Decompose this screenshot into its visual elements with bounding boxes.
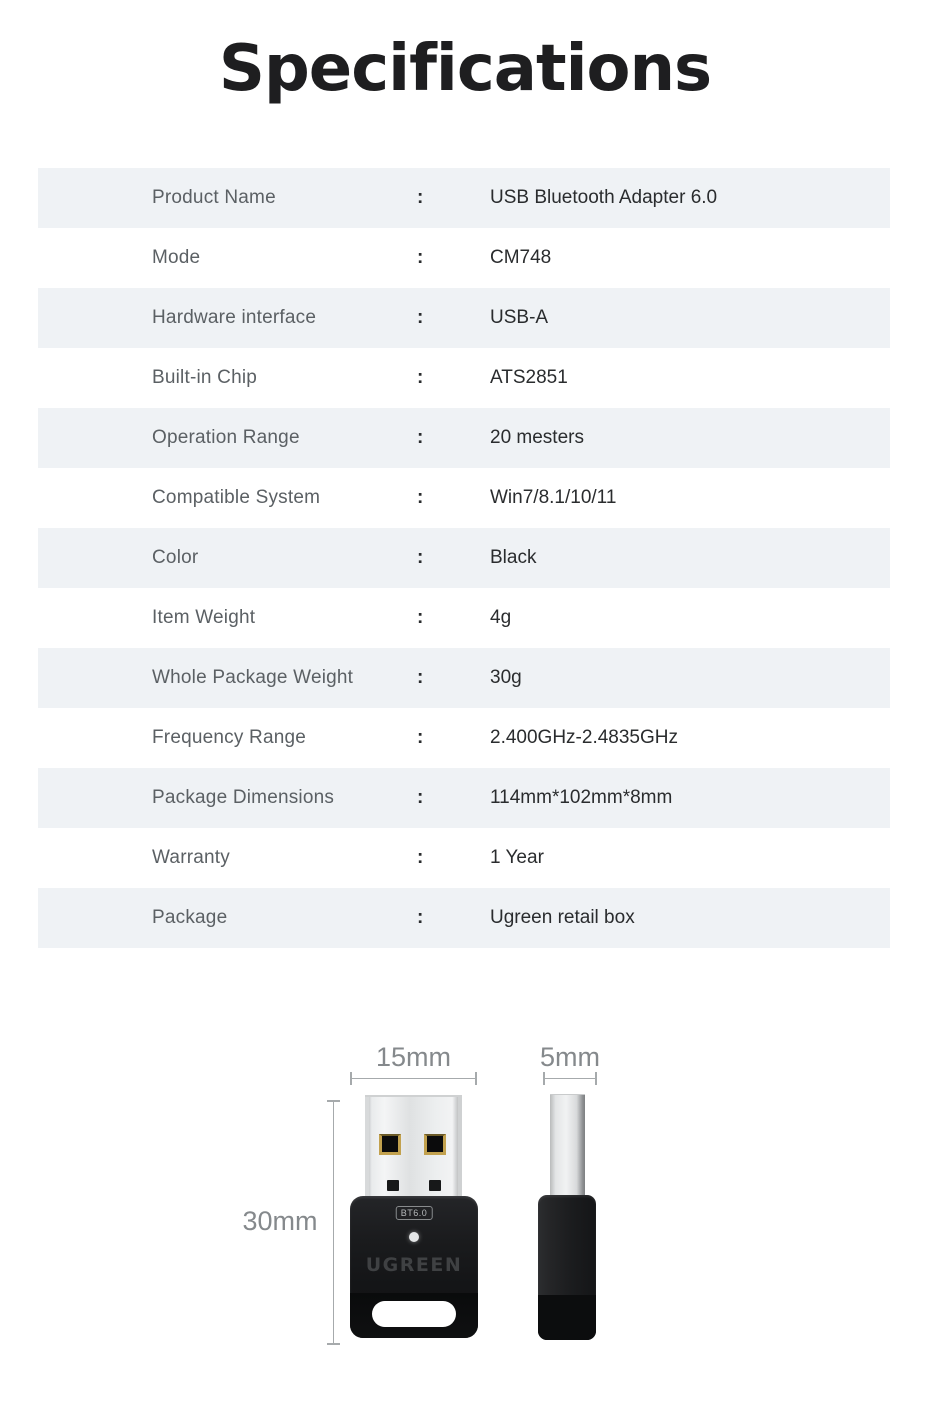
spec-value: 114mm*102mm*8mm bbox=[490, 787, 673, 808]
spec-row bbox=[38, 588, 890, 648]
spec-label: Compatible System bbox=[152, 487, 321, 508]
bt-version-badge: BT6.0 bbox=[396, 1206, 433, 1220]
dim-height-line bbox=[327, 1100, 340, 1345]
spec-row bbox=[38, 228, 890, 288]
usb-contact-hole bbox=[379, 1134, 401, 1155]
spec-table bbox=[38, 168, 890, 948]
spec-row bbox=[38, 348, 890, 408]
spec-label: Mode bbox=[152, 247, 201, 268]
spec-value: Black bbox=[490, 547, 537, 568]
spec-value: Win7/8.1/10/11 bbox=[490, 487, 617, 508]
lanyard-slot bbox=[372, 1301, 456, 1327]
spec-value: 4g bbox=[490, 607, 512, 628]
spec-label: Warranty bbox=[152, 847, 230, 868]
spec-colon: : bbox=[417, 427, 424, 448]
spec-value: USB Bluetooth Adapter 6.0 bbox=[490, 187, 718, 208]
spec-value: 30g bbox=[490, 667, 522, 688]
spec-label: Whole Package Weight bbox=[152, 667, 354, 688]
spec-value: CM748 bbox=[490, 247, 552, 268]
spec-label: Operation Range bbox=[152, 427, 300, 448]
spec-colon: : bbox=[417, 187, 424, 208]
spec-colon: : bbox=[417, 607, 424, 628]
spec-row bbox=[38, 648, 890, 708]
spec-label: Color bbox=[152, 547, 199, 568]
spec-row bbox=[38, 528, 890, 588]
spec-value: Ugreen retail box bbox=[490, 907, 635, 928]
spec-row bbox=[38, 168, 890, 228]
spec-label: Built-in Chip bbox=[152, 367, 258, 388]
spec-colon: : bbox=[417, 487, 424, 508]
dim-side-width-label: 5mm bbox=[540, 1042, 600, 1072]
spec-colon: : bbox=[417, 247, 424, 268]
spec-row bbox=[38, 708, 890, 768]
dim-front-width-label: 15mm bbox=[375, 1042, 451, 1072]
spec-row bbox=[38, 828, 890, 888]
spec-colon: : bbox=[417, 547, 424, 568]
spec-row bbox=[38, 888, 890, 948]
spec-row bbox=[38, 468, 890, 528]
spec-colon: : bbox=[417, 667, 424, 688]
page-title: Specifications bbox=[218, 32, 712, 106]
spec-label: Item Weight bbox=[152, 607, 256, 628]
led-indicator bbox=[409, 1232, 419, 1242]
spec-label: Package bbox=[152, 907, 228, 928]
spec-value: 2.400GHz-2.4835GHz bbox=[490, 727, 678, 748]
spec-label: Hardware interface bbox=[152, 307, 317, 328]
usb-plug-side-view bbox=[550, 1094, 585, 1197]
spec-colon: : bbox=[417, 787, 424, 808]
dim-height-label: 30mm bbox=[242, 1206, 318, 1236]
spec-colon: : bbox=[417, 847, 424, 868]
usb-contact-hole bbox=[424, 1134, 446, 1155]
spec-colon: : bbox=[417, 907, 424, 928]
adapter-body-front-view bbox=[350, 1196, 478, 1338]
spec-label: Frequency Range bbox=[152, 727, 307, 748]
spec-value: 1 Year bbox=[490, 847, 544, 868]
dim-front-width-line bbox=[350, 1072, 477, 1085]
spec-colon: : bbox=[417, 727, 424, 748]
spec-label: Product Name bbox=[152, 187, 276, 208]
spec-value: ATS2851 bbox=[490, 367, 568, 388]
spec-row bbox=[38, 768, 890, 828]
spec-colon: : bbox=[417, 307, 424, 328]
spec-value: 20 mesters bbox=[490, 427, 584, 448]
dim-side-width-line bbox=[543, 1072, 597, 1085]
adapter-bottom-cap-side bbox=[538, 1295, 596, 1340]
spec-label: Package Dimensions bbox=[152, 787, 335, 808]
spec-row bbox=[38, 408, 890, 468]
spec-value: USB-A bbox=[490, 307, 549, 328]
usb-pin-hole bbox=[429, 1180, 441, 1191]
adapter-body-side-view bbox=[538, 1195, 596, 1340]
brand-label: UGREEN bbox=[365, 1254, 463, 1276]
usb-plug-front-view bbox=[365, 1095, 462, 1198]
dimension-diagram bbox=[0, 1040, 930, 1403]
usb-pin-hole bbox=[387, 1180, 399, 1191]
spec-colon: : bbox=[417, 367, 424, 388]
spec-row bbox=[38, 288, 890, 348]
